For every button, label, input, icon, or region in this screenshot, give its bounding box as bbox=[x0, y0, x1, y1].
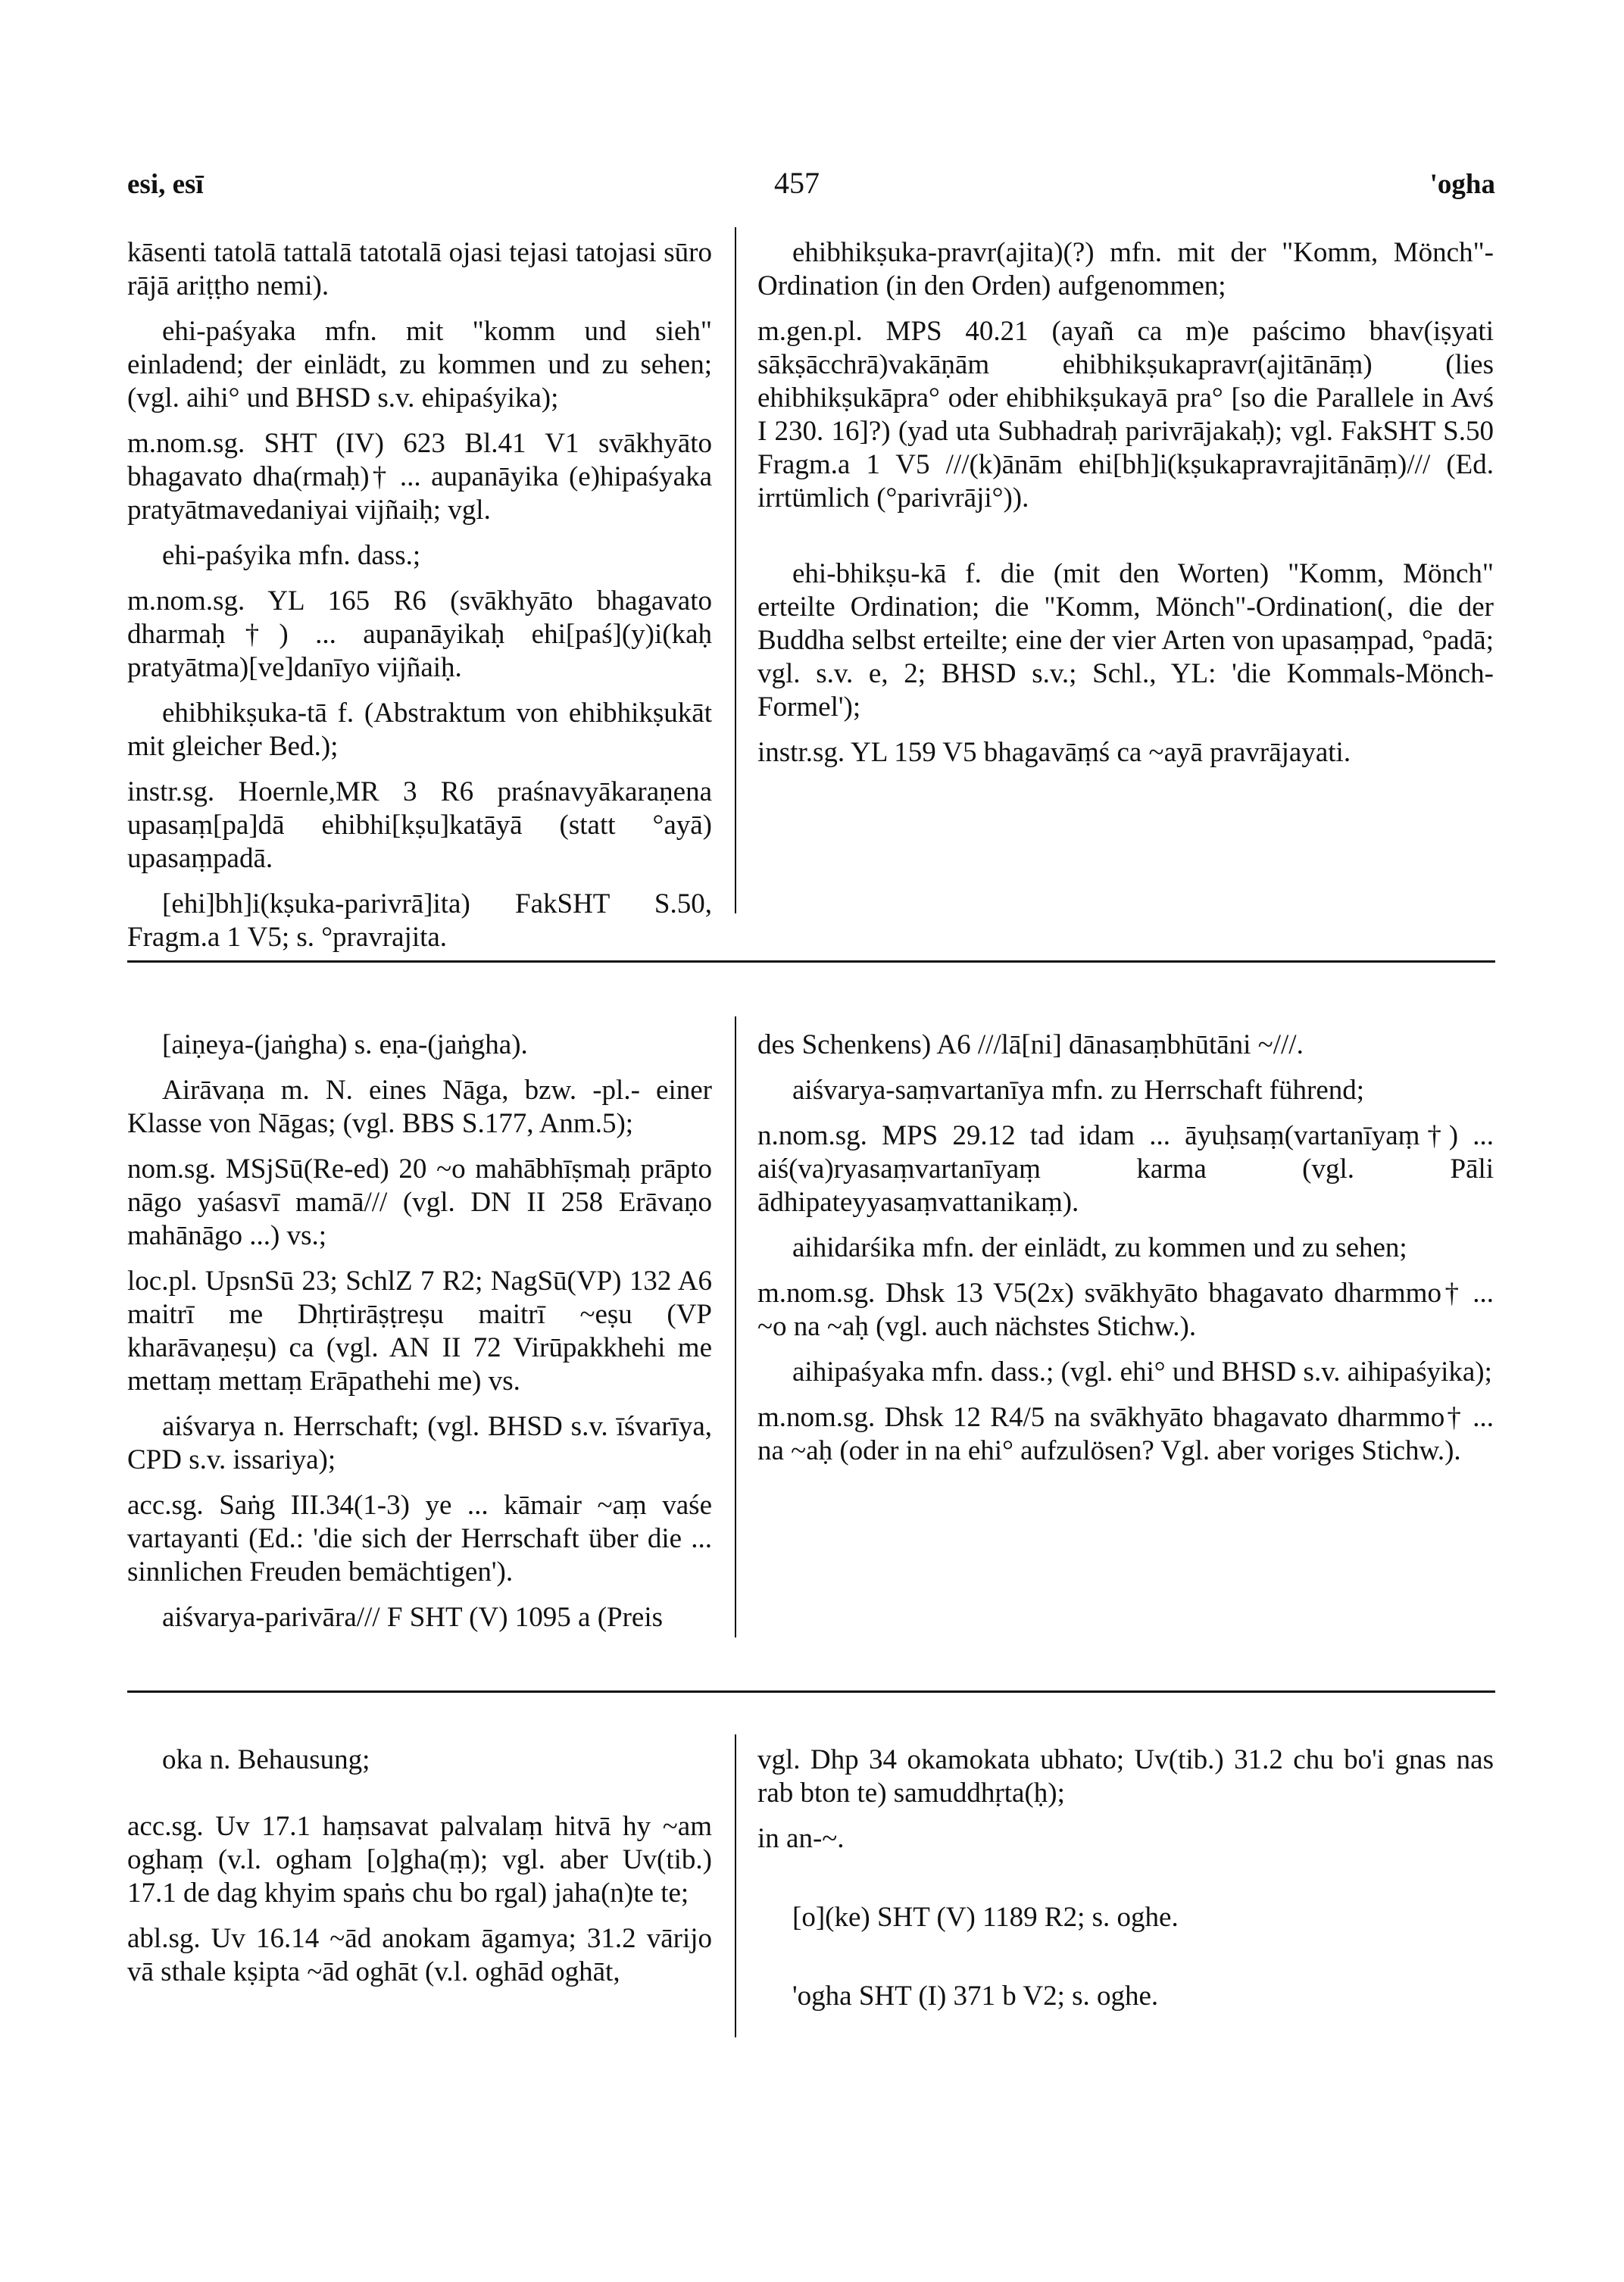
entry-text: abl.sg. Uv 16.14 ~ād anokam āgamya; 31.2 vārijo vā sthale kṣipta ~ād oghāt (v.l. oghād oghāt, bbox=[127, 1923, 712, 1987]
section-3-right-column bbox=[757, 1743, 1494, 2025]
entry-text: kāsenti tatolā tattalā tatotalā ojasi tejasi tatojasi sūro rājā ariṭṭho nemi). bbox=[127, 237, 712, 301]
header-left-guideword: esi, esī bbox=[127, 169, 204, 200]
entry-text: oka n. Behausung; bbox=[162, 1744, 370, 1775]
entry-text: instr.sg. YL 159 V5 bhagavāṃś ca ~ayā pravrājayati. bbox=[757, 737, 1351, 768]
entry-text: acc.sg. Saṅg III.34(1-3) ye ... kāmair ~aṃ vaśe vartayanti (Ed.: 'die sich der Herrschaft über die ... sinnlichen Freuden bemächtigen'). bbox=[127, 1490, 712, 1587]
section-1-left-column bbox=[127, 236, 712, 966]
entry-text: aihipaśyaka mfn. dass.; (vgl. ehi° und BHSD s.v. aihipaśyika); bbox=[792, 1356, 1492, 1388]
header-right-guideword: 'ogha bbox=[1429, 169, 1495, 200]
entry-text: n.nom.sg. MPS 29.12 tad idam ... āyuḥsaṃ(vartanīyaṃ†) ... aiś(va)ryasaṃvartanīyaṃ karma (vgl. Pāli ādhipateyyasaṃvattanikaṃ). bbox=[757, 1120, 1494, 1218]
column-rule bbox=[735, 1016, 736, 1637]
entry-text: ehi-bhikṣu-kā f. die (mit den Worten) "Komm, Mönch" erteilte Ordination; die "Komm, Mönch"-Ordination(, die der Buddha selbst erteilte; eine der vier Arten von upasaṃpad, °padā; vgl. s.v. e, 2; BHSD s.v.; Schl., YL: 'die Kommals-Mönch-Formel'); bbox=[757, 558, 1494, 723]
section-separator bbox=[127, 960, 1495, 963]
entry-text: des Schenkens) A6 ///lā[ni] dānasaṃbhūtāni ~///. bbox=[757, 1029, 1304, 1060]
entry-text: 'ogha SHT (I) 371 b V2; s. oghe. bbox=[792, 1981, 1159, 2012]
entry-text: m.nom.sg. Dhsk 12 R4/5 na svākhyāto bhagavato dharmmo† ... na ~aḥ (oder in na ehi° aufzulösen? Vgl. aber voriges Stichw.). bbox=[757, 1402, 1494, 1466]
entry-text: nom.sg. MSjSū(Re-ed) 20 ~o mahābhīṣmaḥ prāpto nāgo yaśasvī mamā/// (vgl. DN II 258 Erāvaṇo mahānāgo ...) vs.; bbox=[127, 1153, 712, 1251]
entry-text: ehi-paśyaka mfn. mit "komm und sieh" einladend; der einlädt, zu kommen und zu sehen; (vgl. aihi° und BHSD s.v. ehipaśyika); bbox=[127, 316, 712, 414]
entry-text: [ehi]bh]i(kṣuka-parivrā]ita) FakSHT S.50, Fragm.a 1 V5; s. °pravrajita. bbox=[127, 888, 712, 953]
entry-text: aiśvarya-parivāra/// F SHT (V) 1095 a (Preis bbox=[162, 1602, 664, 1633]
entry-text: instr.sg. Hoernle,MR 3 R6 praśnavyākaraṇena upasaṃ[pa]dā ehibhi[kṣu]katāyā (statt °ayā) upasaṃpadā. bbox=[127, 776, 712, 874]
entry-text: m.gen.pl. MPS 40.21 (ayañ ca m)e paścimo bhav(iṣyati sākṣācchrā)vakāṇām ehibhikṣukapravr(ajitānāṃ) (lies ehibhikṣukāpra° oder ehibhikṣukayā pra° [so die Parallele in Avś I 230. 16]?) (yad uta Subhadraḥ parivrājakaḥ); vgl. FakSHT S.50 Fragm.a 1 V5 ///(k)ānām ehi[bh]i(kṣukapravrajitānāṃ)/// (Ed. irrtümlich (°parivrāji°)). bbox=[757, 316, 1494, 514]
section-1-right-column bbox=[757, 236, 1494, 782]
entry-text: m.nom.sg. SHT (IV) 623 Bl.41 V1 svākhyāto bhagavato dha(rmaḥ)† ... aupanāyika (e)hipaśyaka pratyātmavedaniyai vijñaiḥ; vgl. bbox=[127, 428, 712, 526]
column-rule bbox=[735, 227, 736, 913]
section-separator bbox=[127, 1690, 1495, 1693]
entry-text: in an-~. bbox=[757, 1823, 845, 1854]
entry-text: [o](ke) SHT (V) 1189 R2; s. oghe. bbox=[792, 1902, 1179, 1933]
entry-text: m.nom.sg. YL 165 R6 (svākhyāto bhagavato dharmaḥ†) ... aupanāyikaḥ ehi[paś](y)i(kaḥ pratyātma)[ve]danīyo vijñaiḥ. bbox=[127, 585, 712, 683]
entry-text: loc.pl. UpsnSū 23; SchlZ 7 R2; NagSū(VP) 132 A6 maitrī me Dhṛtirāṣṭreṣu maitrī ~eṣu (VP kharāvaṇeṣu) ca (vgl. AN II 72 Virūpakkhehi me mettaṃ mettaṃ Erāpathehi me) vs. bbox=[127, 1266, 712, 1397]
entry-text: vgl. Dhp 34 okamokata ubhato; Uv(tib.) 31.2 chu bo'i gnas nas rab bton te) samuddhṛta(ḥ); bbox=[757, 1744, 1494, 1809]
page-number: 457 bbox=[774, 166, 820, 200]
entry-text: acc.sg. Uv 17.1 haṃsavat palvalaṃ hitvā hy ~am oghaṃ (v.l. ogham [o]gha(ṃ); vgl. aber Uv(tib.) 17.1 de dag khyim spaṅs chu bo rgal) jaha(n)te te; bbox=[127, 1811, 712, 1909]
entry-text: ehibhikṣuka-tā f. (Abstraktum von ehibhikṣukāt mit gleicher Bed.); bbox=[127, 698, 712, 762]
entry-text: m.nom.sg. Dhsk 13 V5(2x) svākhyāto bhagavato dharmmo† ... ~o na ~aḥ (vgl. auch nächstes Stichw.). bbox=[757, 1278, 1494, 1342]
section-2-left-column bbox=[127, 1029, 712, 1647]
entry-text: Airāvaṇa m. N. eines Nāga, bzw. -pl.- einer Klasse von Nāgas; (vgl. BBS S.177, Anm.5); bbox=[127, 1075, 712, 1139]
column-rule bbox=[735, 1734, 736, 2037]
entry-text: ehi-paśyika mfn. dass.; bbox=[162, 540, 421, 571]
entry-text: aiśvarya-saṃvartanīya mfn. zu Herrschaft führend; bbox=[792, 1075, 1365, 1106]
entry-text: aihidarśika mfn. der einlädt, zu kommen und zu sehen; bbox=[792, 1232, 1407, 1263]
section-2-right-column bbox=[757, 1029, 1494, 1480]
section-3-left-column bbox=[127, 1743, 712, 2001]
entry-text: ehibhikṣuka-pravr(ajita)(?) mfn. mit der "Komm, Mönch"-Ordination (in den Orden) aufgenommen; bbox=[757, 237, 1494, 301]
entry-text: aiśvarya n. Herrschaft; (vgl. BHSD s.v. īśvarīya, CPD s.v. issariya); bbox=[127, 1411, 712, 1475]
entry-text: [aiṇeya-(jaṅgha) s. eṇa-(jaṅgha). bbox=[162, 1029, 528, 1060]
